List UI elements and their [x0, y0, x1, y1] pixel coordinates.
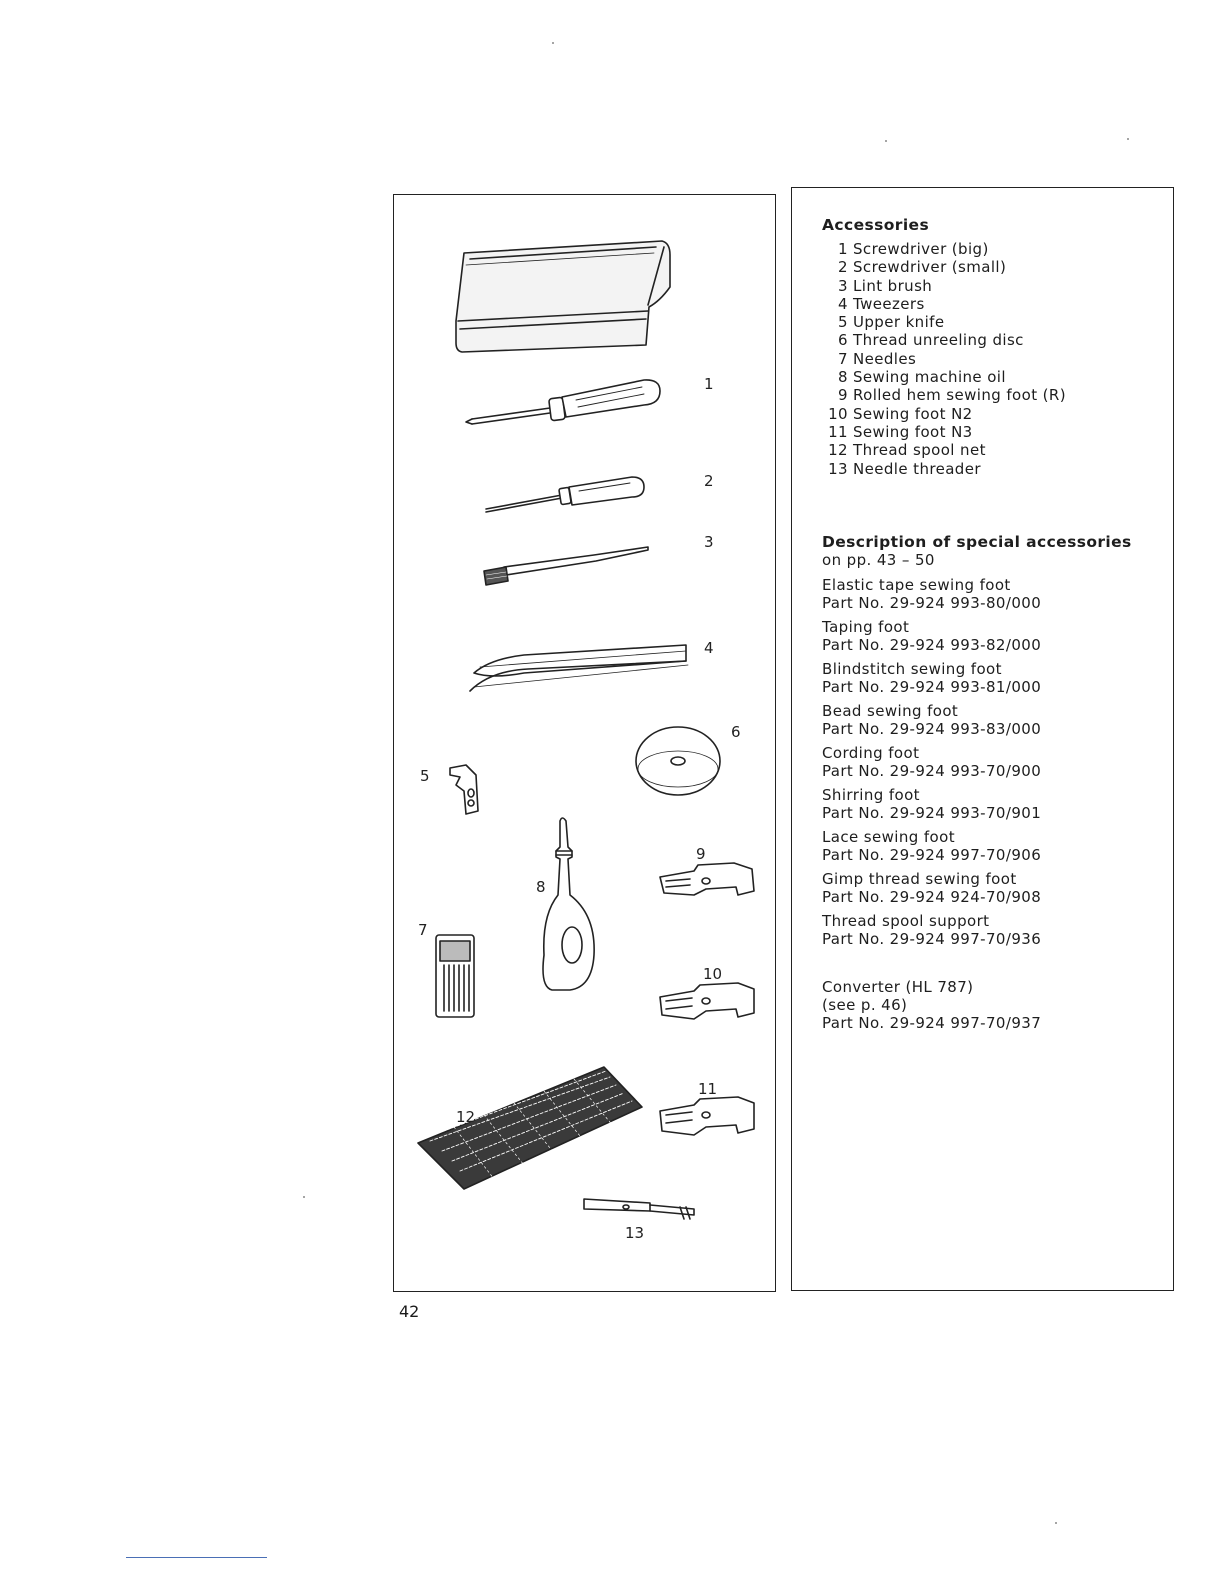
- part-number: Part No. 29-924 993-70/901: [822, 803, 1042, 822]
- list-item: [822, 405, 1153, 423]
- converter-note: (see p. 46): [822, 996, 908, 1014]
- part-entry: [822, 913, 1153, 948]
- accessories-illustration: [394, 195, 777, 1293]
- text-panel: [791, 187, 1174, 1291]
- converter-entry: [822, 978, 1153, 1032]
- part-name: Thread spool support: [822, 912, 990, 930]
- list-item: [822, 460, 1153, 478]
- screwdriver-big-drawing: [466, 380, 660, 424]
- part-number: Part No. 29-924 993-83/000: [822, 719, 1042, 738]
- part-name: Shirring foot: [822, 786, 920, 804]
- sewing-foot-n3-drawing: [660, 1097, 754, 1135]
- item-name: Thread spool net: [853, 441, 986, 460]
- part-name: Taping foot: [822, 618, 910, 636]
- needles-pack-drawing: [436, 935, 474, 1017]
- screwdriver-small-drawing: [486, 477, 644, 512]
- part-number: Part No. 29-924 993-82/000: [822, 635, 1042, 654]
- needle-threader-drawing: [584, 1199, 694, 1219]
- item-number: 3: [838, 276, 848, 295]
- scan-speck: [552, 42, 554, 44]
- label-13: 13: [625, 1224, 645, 1242]
- item-number: 9: [838, 386, 848, 405]
- item-number: 2: [838, 258, 848, 277]
- item-name: Lint brush: [853, 276, 933, 295]
- part-number: Part No. 29-924 997-70/906: [822, 845, 1042, 864]
- label-12: 12: [456, 1108, 476, 1126]
- list-item: [822, 240, 1153, 258]
- item-name: Sewing machine oil: [853, 368, 1006, 387]
- label-1: 1: [704, 375, 714, 393]
- item-number: 10: [828, 404, 848, 423]
- item-number: 1: [838, 240, 848, 258]
- part-number: Part No. 29-924 993-81/000: [822, 677, 1042, 696]
- rolled-hem-foot-drawing: [660, 863, 754, 895]
- item-name: Screwdriver (small): [853, 258, 1007, 277]
- part-entry: [822, 619, 1153, 654]
- part-entry: [822, 577, 1153, 612]
- item-name: Rolled hem sewing foot (R): [853, 386, 1066, 405]
- accessories-list: [822, 240, 1153, 478]
- list-item: [822, 441, 1153, 459]
- item-number: 7: [838, 349, 848, 368]
- item-number: 11: [828, 422, 848, 441]
- part-number: Part No. 29-924 997-70/936: [822, 929, 1042, 948]
- item-name: Screwdriver (big): [853, 240, 989, 258]
- upper-knife-drawing: [450, 765, 478, 814]
- part-entry: [822, 829, 1153, 864]
- part-name: Cording foot: [822, 744, 920, 762]
- list-item: [822, 313, 1153, 331]
- part-name: Gimp thread sewing foot: [822, 870, 1017, 888]
- part-entry: [822, 745, 1153, 780]
- converter-part-number: Part No. 29-924 997-70/937: [822, 1014, 1042, 1032]
- accessories-heading: Accessories: [822, 216, 930, 234]
- illustration-panel: [393, 194, 776, 1292]
- part-entry: [822, 661, 1153, 696]
- scan-speck: [1055, 1522, 1057, 1524]
- scan-speck: [885, 140, 887, 142]
- list-item: [822, 368, 1153, 386]
- lint-brush-drawing: [484, 547, 648, 585]
- scan-speck: [303, 1196, 305, 1198]
- item-name: Upper knife: [853, 313, 945, 332]
- item-name: Thread unreeling disc: [853, 331, 1024, 350]
- list-item: [822, 423, 1153, 441]
- part-number: Part No. 29-924 993-80/000: [822, 593, 1042, 612]
- converter-name: Converter (HL 787): [822, 978, 974, 996]
- part-number: Part No. 29-924 993-70/900: [822, 761, 1042, 780]
- list-item: [822, 277, 1153, 295]
- part-entry: [822, 787, 1153, 822]
- item-number: 5: [838, 313, 848, 332]
- label-4: 4: [704, 639, 714, 657]
- list-item: [822, 331, 1153, 349]
- label-7: 7: [418, 921, 428, 939]
- special-accessories-section: [822, 533, 1153, 1032]
- special-heading: Description of special accessories: [822, 533, 1132, 551]
- part-number: Part No. 29-924 924-70/908: [822, 887, 1042, 906]
- part-name: Elastic tape sewing foot: [822, 576, 1011, 594]
- page-number: 42: [399, 1302, 420, 1321]
- label-2: 2: [704, 472, 714, 490]
- part-entry: [822, 703, 1153, 738]
- part-name: Blindstitch sewing foot: [822, 660, 1002, 678]
- label-5: 5: [420, 767, 430, 785]
- item-number: 12: [828, 441, 848, 460]
- label-3: 3: [704, 533, 714, 551]
- item-name: Sewing foot N3: [853, 422, 973, 441]
- label-9: 9: [696, 845, 706, 863]
- item-number: 13: [828, 459, 848, 478]
- item-number: 8: [838, 368, 848, 387]
- oil-bottle-drawing: [543, 818, 594, 990]
- label-8: 8: [536, 878, 546, 896]
- item-name: Needles: [853, 349, 917, 368]
- list-item: [822, 350, 1153, 368]
- list-item: [822, 295, 1153, 313]
- item-number: 6: [838, 331, 848, 350]
- sewing-foot-n2-drawing: [660, 983, 754, 1019]
- label-11: 11: [698, 1080, 718, 1098]
- item-number: 4: [838, 294, 848, 313]
- part-name: Lace sewing foot: [822, 828, 955, 846]
- tweezers-drawing: [470, 645, 688, 691]
- item-name: Needle threader: [853, 459, 981, 478]
- item-name: Tweezers: [853, 294, 925, 313]
- list-item: [822, 258, 1153, 276]
- part-name: Bead sewing foot: [822, 702, 959, 720]
- accessory-case-drawing: [456, 241, 670, 352]
- part-entry: [822, 871, 1153, 906]
- footer-rule: [126, 1557, 267, 1558]
- item-name: Sewing foot N2: [853, 404, 973, 423]
- spool-net-drawing: [418, 1067, 642, 1189]
- list-item: [822, 386, 1153, 404]
- label-10: 10: [703, 965, 723, 983]
- label-6: 6: [731, 723, 741, 741]
- special-subheading: on pp. 43 – 50: [822, 551, 935, 569]
- scan-speck: [1127, 138, 1129, 140]
- accessories-section: [822, 216, 1153, 478]
- thread-disc-drawing: [636, 727, 720, 795]
